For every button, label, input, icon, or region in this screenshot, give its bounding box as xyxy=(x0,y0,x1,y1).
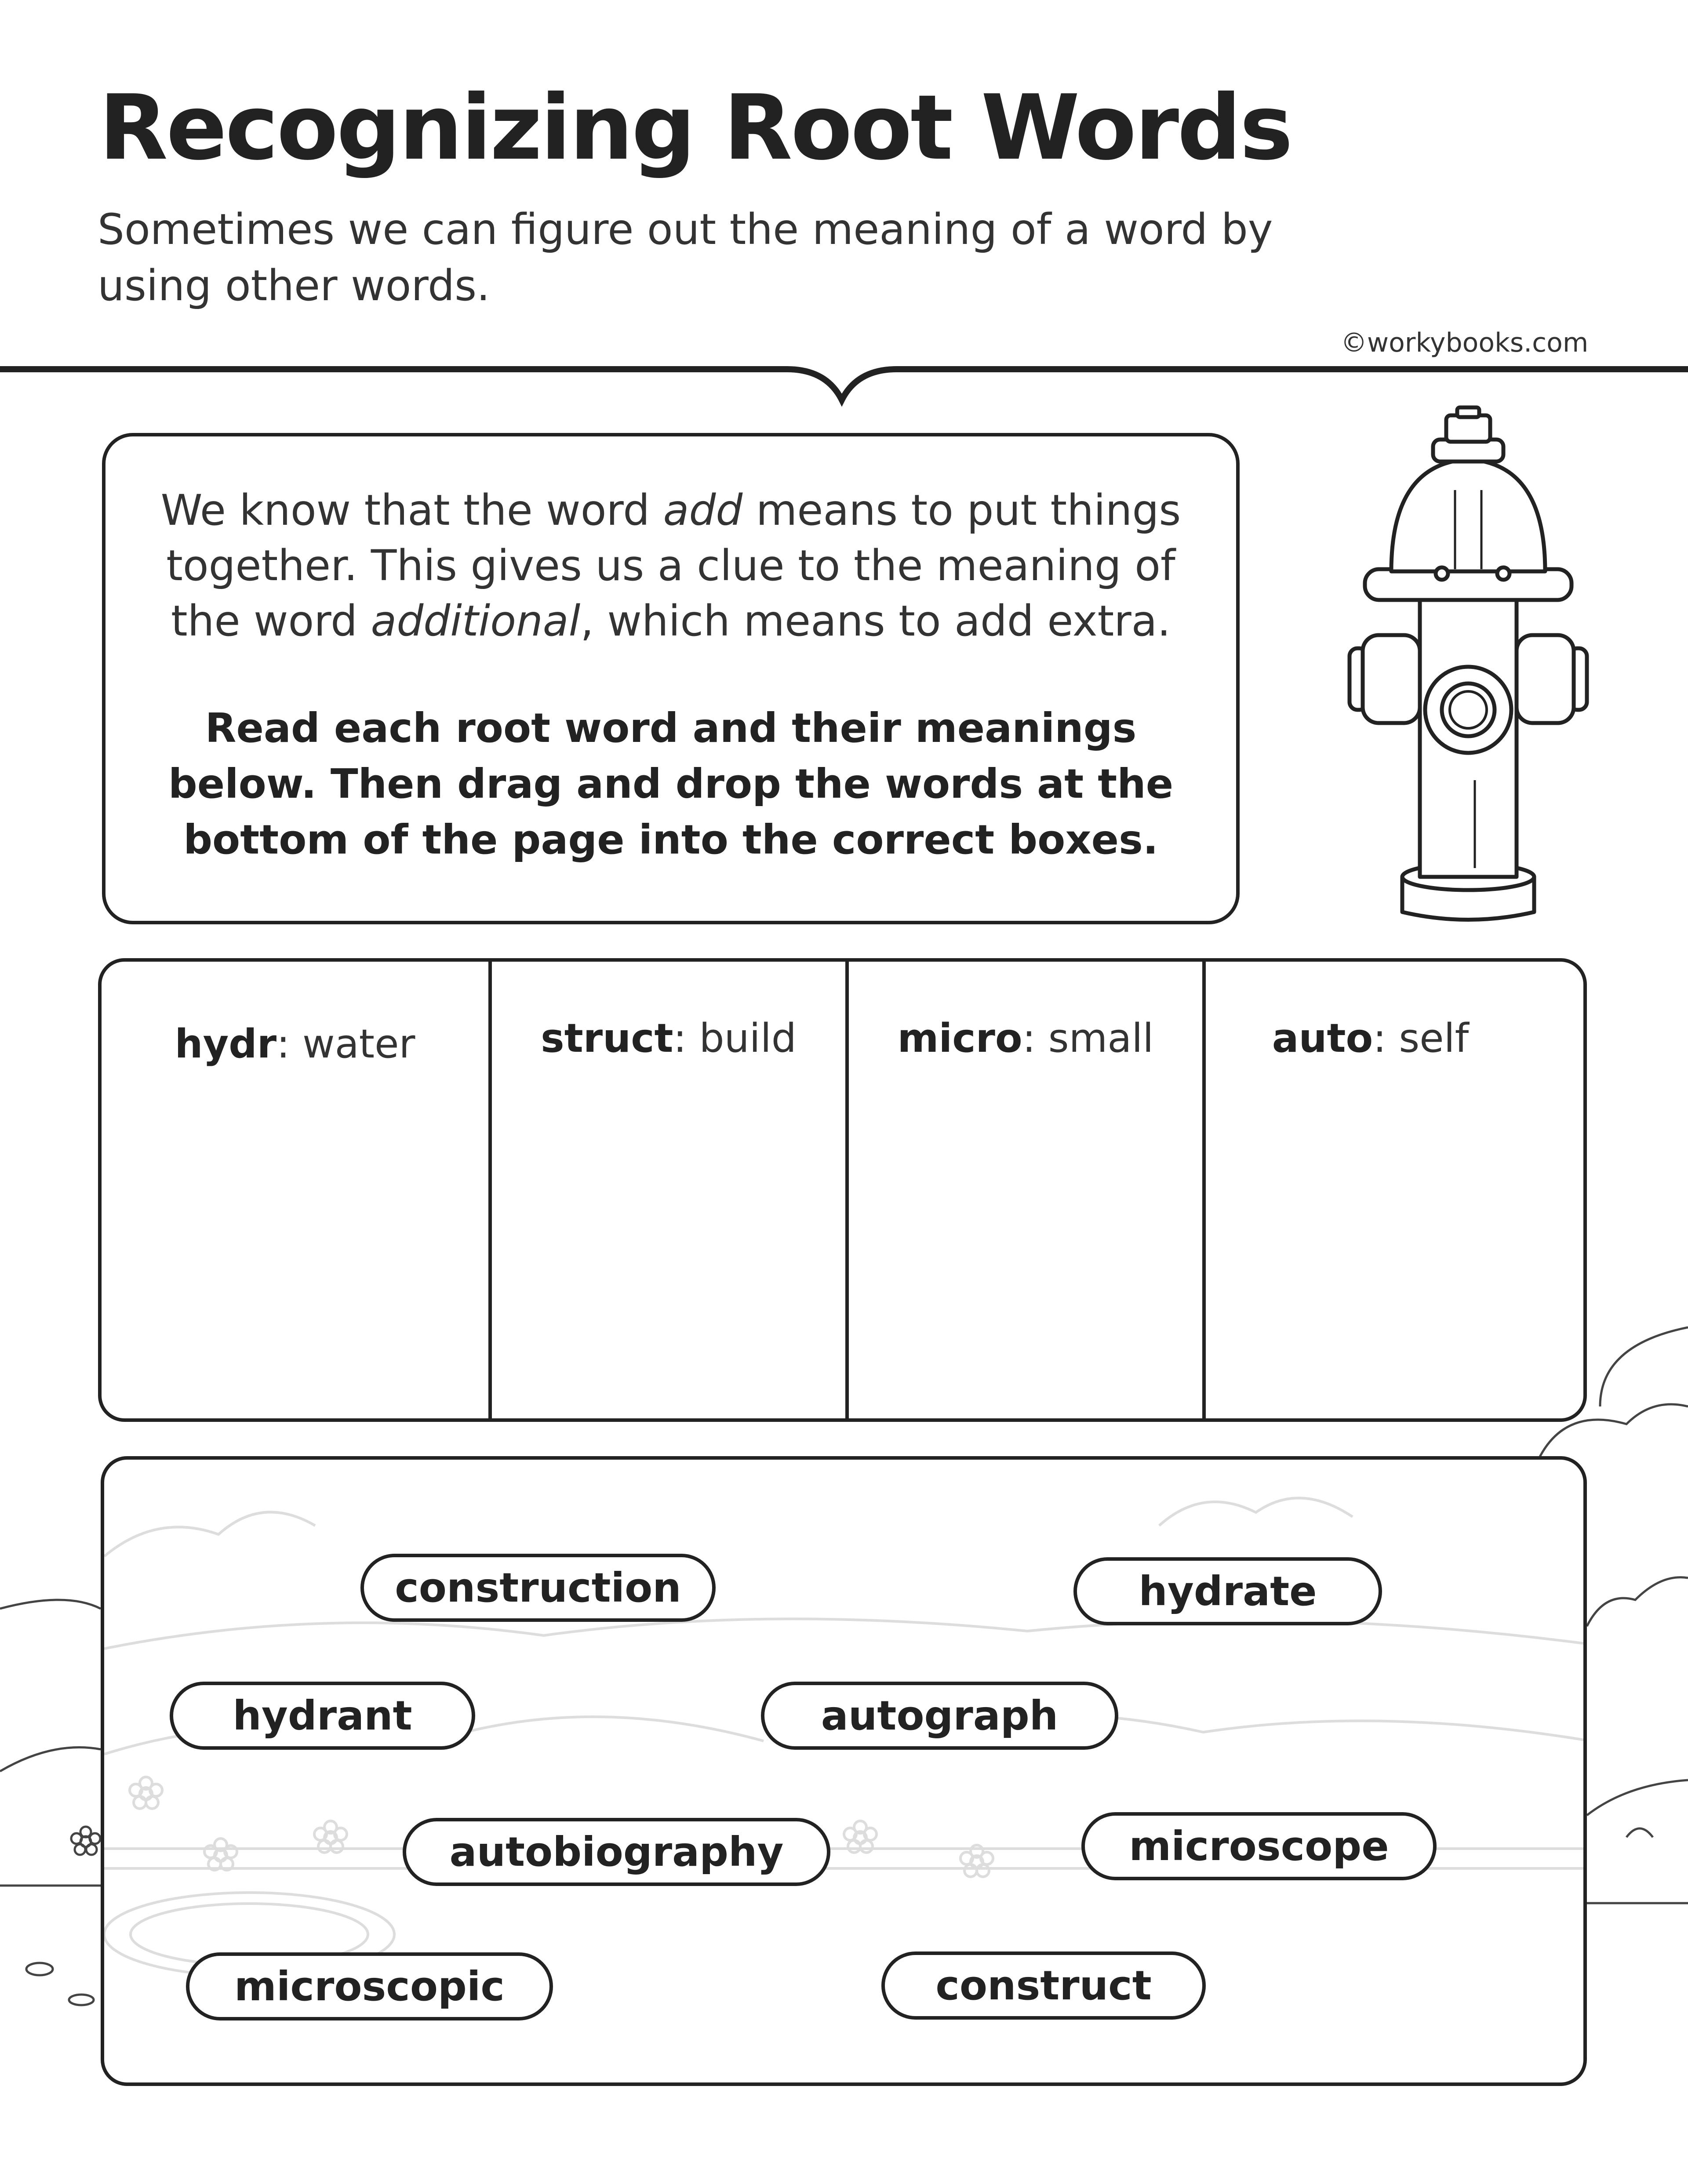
example-word-additional: additional xyxy=(371,596,581,646)
root-word: hydr xyxy=(175,1021,277,1067)
header-divider xyxy=(0,360,1688,409)
word-chip-microscope[interactable]: microscope xyxy=(1081,1812,1437,1880)
word-chip-microscopic[interactable]: microscopic xyxy=(186,1952,553,2020)
root-meaning: water xyxy=(302,1021,415,1067)
word-chip-hydrant[interactable]: hydrant xyxy=(170,1682,475,1750)
root-word: auto xyxy=(1272,1015,1373,1061)
intro-text: We know that the word add means to put things together. This gives us a clue to the meaning of the word additional, which means to add extra. xyxy=(160,486,1181,646)
word-chip-autobiography[interactable]: autobiography xyxy=(403,1818,830,1886)
page-title: Recognizing Root Words xyxy=(99,76,1291,180)
root-header-micro: micro: small xyxy=(897,1015,1154,1061)
root-header-struct: struct: build xyxy=(541,1015,797,1061)
example-word-add: add xyxy=(663,486,743,535)
directions-text: Read each root word and their meanings below. Then drag and drop the words at the bottom of the page into the correct boxes. xyxy=(168,705,1174,863)
root-header-auto: auto: self xyxy=(1272,1015,1469,1061)
root-meaning: self xyxy=(1399,1015,1469,1061)
copyright-text: ©workybooks.com xyxy=(1341,327,1589,358)
root-header-hydr: hydr: water xyxy=(175,1021,415,1067)
fire-hydrant-illustration xyxy=(1314,402,1622,947)
root-meaning: build xyxy=(699,1015,797,1061)
instruction-box xyxy=(102,433,1240,924)
word-bank xyxy=(101,1456,1587,2086)
root-meaning: small xyxy=(1048,1015,1154,1061)
word-chip-hydrate[interactable]: hydrate xyxy=(1073,1557,1382,1625)
page-subtitle: Sometimes we can figure out the meaning of a word by using other words. xyxy=(98,205,1273,310)
word-chip-construction[interactable]: construction xyxy=(360,1554,716,1622)
root-word: micro xyxy=(897,1015,1022,1061)
word-chip-autograph[interactable]: autograph xyxy=(761,1682,1118,1750)
word-chip-construct[interactable]: construct xyxy=(881,1951,1206,2020)
root-word: struct xyxy=(541,1015,673,1061)
